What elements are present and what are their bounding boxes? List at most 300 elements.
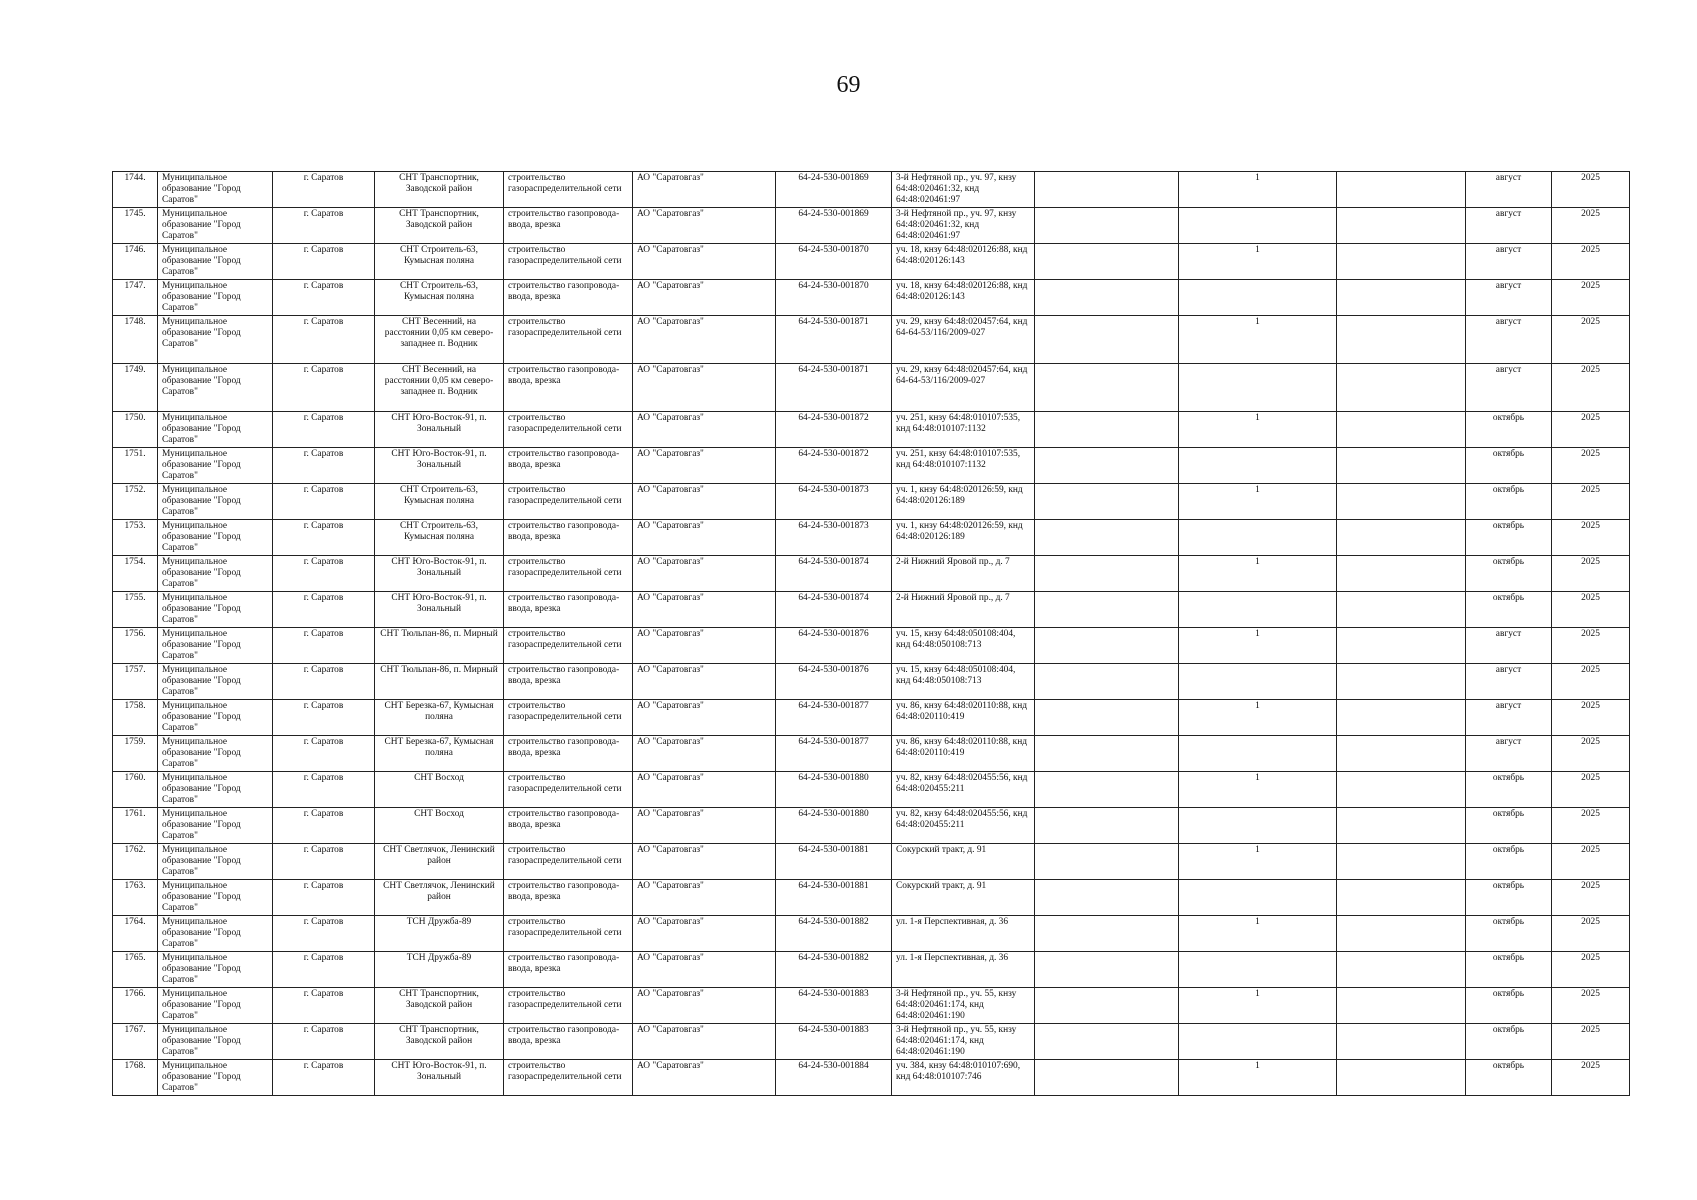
cell-object-code: 64-24-530-001883	[776, 1024, 892, 1060]
cell-empty	[1337, 916, 1466, 952]
cell-number: 1765.	[113, 952, 158, 988]
cell-municipality: Муниципальное образование "Город Саратов"	[158, 916, 273, 952]
cell-empty	[1337, 412, 1466, 448]
cell-city: г. Саратов	[273, 316, 375, 364]
cell-municipality: Муниципальное образование "Город Саратов"	[158, 880, 273, 916]
cell-settlement: СНТ Юго-Восток-91, п. Зональный	[375, 592, 504, 628]
cell-number: 1747.	[113, 280, 158, 316]
cell-settlement: СНТ Весенний, на расстоянии 0,05 км северо-западнее п. Водник	[375, 316, 504, 364]
cell-city: г. Саратов	[273, 280, 375, 316]
cell-year: 2025	[1552, 1024, 1630, 1060]
cell-object-code: 64-24-530-001877	[776, 700, 892, 736]
cell-address: Сокурский тракт, д. 91	[892, 880, 1035, 916]
cell-city: г. Саратов	[273, 880, 375, 916]
cell-organization: АО "Саратовгаз"	[633, 808, 776, 844]
cell-organization: АО "Саратовгаз"	[633, 280, 776, 316]
cell-quantity: 1	[1179, 412, 1337, 448]
cell-empty	[1035, 916, 1179, 952]
cell-object-code: 64-24-530-001874	[776, 556, 892, 592]
cell-quantity: 1	[1179, 244, 1337, 280]
cell-number: 1750.	[113, 412, 158, 448]
cell-organization: АО "Саратовгаз"	[633, 844, 776, 880]
cell-empty	[1035, 736, 1179, 772]
cell-month: октябрь	[1466, 844, 1552, 880]
cell-municipality: Муниципальное образование "Город Саратов"	[158, 244, 273, 280]
cell-settlement: СНТ Березка-67, Кумысная поляна	[375, 700, 504, 736]
cell-month: октябрь	[1466, 412, 1552, 448]
cell-work-type: строительство газораспределительной сети	[504, 1060, 633, 1096]
table-row	[113, 172, 1630, 208]
cell-municipality: Муниципальное образование "Город Саратов"	[158, 172, 273, 208]
cell-year: 2025	[1552, 628, 1630, 664]
cell-month: август	[1466, 700, 1552, 736]
table-row	[113, 316, 1630, 364]
cell-address: 3-й Нефтяной пр., уч. 55, кнзу 64:48:020461:174, кнд 64:48:020461:190	[892, 1024, 1035, 1060]
table-row	[113, 244, 1630, 280]
cell-month: октябрь	[1466, 808, 1552, 844]
cell-municipality: Муниципальное образование "Город Саратов"	[158, 448, 273, 484]
cell-empty	[1337, 1024, 1466, 1060]
cell-municipality: Муниципальное образование "Город Саратов"	[158, 952, 273, 988]
cell-empty	[1337, 664, 1466, 700]
cell-work-type: строительство газораспределительной сети	[504, 988, 633, 1024]
cell-empty	[1035, 172, 1179, 208]
table-row	[113, 844, 1630, 880]
cell-number: 1762.	[113, 844, 158, 880]
cell-address: 3-й Нефтяной пр., уч. 97, кнзу 64:48:020461:32, кнд 64:48:020461:97	[892, 172, 1035, 208]
cell-settlement: СНТ Транспортник, Заводской район	[375, 172, 504, 208]
cell-empty	[1035, 1024, 1179, 1060]
cell-empty	[1035, 364, 1179, 412]
cell-municipality: Муниципальное образование "Город Саратов"	[158, 1060, 273, 1096]
cell-empty	[1035, 244, 1179, 280]
cell-empty	[1035, 208, 1179, 244]
cell-organization: АО "Саратовгаз"	[633, 316, 776, 364]
table-row	[113, 664, 1630, 700]
cell-month: август	[1466, 736, 1552, 772]
cell-address: уч. 29, кнзу 64:48:020457:64, кнд 64-64-53/116/2009-027	[892, 316, 1035, 364]
cell-object-code: 64-24-530-001869	[776, 208, 892, 244]
table-row	[113, 280, 1630, 316]
cell-address: уч. 1, кнзу 64:48:020126:59, кнд 64:48:020126:189	[892, 520, 1035, 556]
cell-municipality: Муниципальное образование "Город Саратов"	[158, 280, 273, 316]
cell-empty	[1035, 628, 1179, 664]
cell-empty	[1035, 316, 1179, 364]
cell-year: 2025	[1552, 844, 1630, 880]
cell-municipality: Муниципальное образование "Город Саратов"	[158, 556, 273, 592]
cell-object-code: 64-24-530-001876	[776, 664, 892, 700]
cell-empty	[1337, 484, 1466, 520]
cell-year: 2025	[1552, 772, 1630, 808]
cell-organization: АО "Саратовгаз"	[633, 1060, 776, 1096]
cell-month: октябрь	[1466, 772, 1552, 808]
cell-year: 2025	[1552, 808, 1630, 844]
table-row	[113, 880, 1630, 916]
table-row	[113, 736, 1630, 772]
cell-month: август	[1466, 244, 1552, 280]
cell-quantity	[1179, 1024, 1337, 1060]
cell-quantity: 1	[1179, 628, 1337, 664]
cell-municipality: Муниципальное образование "Город Саратов"	[158, 664, 273, 700]
cell-empty	[1337, 172, 1466, 208]
cell-work-type: строительство газораспределительной сети	[504, 700, 633, 736]
cell-city: г. Саратов	[273, 664, 375, 700]
cell-work-type: строительство газораспределительной сети	[504, 316, 633, 364]
cell-address: уч. 15, кнзу 64:48:050108:404, кнд 64:48:050108:713	[892, 664, 1035, 700]
cell-empty	[1337, 244, 1466, 280]
cell-year: 2025	[1552, 592, 1630, 628]
cell-object-code: 64-24-530-001871	[776, 364, 892, 412]
cell-month: октябрь	[1466, 592, 1552, 628]
cell-object-code: 64-24-530-001874	[776, 592, 892, 628]
cell-quantity: 1	[1179, 700, 1337, 736]
cell-number: 1761.	[113, 808, 158, 844]
cell-empty	[1337, 592, 1466, 628]
cell-address: уч. 18, кнзу 64:48:020126:88, кнд 64:48:020126:143	[892, 244, 1035, 280]
cell-month: август	[1466, 628, 1552, 664]
cell-empty	[1035, 592, 1179, 628]
cell-city: г. Саратов	[273, 208, 375, 244]
cell-settlement: СНТ Транспортник, Заводской район	[375, 1024, 504, 1060]
cell-organization: АО "Саратовгаз"	[633, 484, 776, 520]
cell-organization: АО "Саратовгаз"	[633, 244, 776, 280]
cell-empty	[1337, 1060, 1466, 1096]
cell-object-code: 64-24-530-001877	[776, 736, 892, 772]
cell-number: 1768.	[113, 1060, 158, 1096]
cell-number: 1756.	[113, 628, 158, 664]
cell-organization: АО "Саратовгаз"	[633, 988, 776, 1024]
cell-organization: АО "Саратовгаз"	[633, 448, 776, 484]
cell-settlement: СНТ Березка-67, Кумысная поляна	[375, 736, 504, 772]
table-row	[113, 700, 1630, 736]
cell-month: октябрь	[1466, 520, 1552, 556]
cell-settlement: СНТ Строитель-63, Кумысная поляна	[375, 244, 504, 280]
cell-municipality: Муниципальное образование "Город Саратов"	[158, 700, 273, 736]
cell-quantity	[1179, 208, 1337, 244]
cell-month: август	[1466, 364, 1552, 412]
cell-year: 2025	[1552, 664, 1630, 700]
cell-organization: АО "Саратовгаз"	[633, 592, 776, 628]
table-row	[113, 556, 1630, 592]
cell-city: г. Саратов	[273, 988, 375, 1024]
cell-year: 2025	[1552, 1060, 1630, 1096]
cell-address: ул. 1-я Перспективная, д. 36	[892, 916, 1035, 952]
cell-quantity	[1179, 808, 1337, 844]
cell-work-type: строительство газопровода-ввода, врезка	[504, 592, 633, 628]
cell-address: уч. 86, кнзу 64:48:020110:88, кнд 64:48:020110:419	[892, 700, 1035, 736]
cell-quantity: 1	[1179, 988, 1337, 1024]
cell-quantity	[1179, 952, 1337, 988]
cell-quantity: 1	[1179, 1060, 1337, 1096]
cell-month: август	[1466, 208, 1552, 244]
cell-municipality: Муниципальное образование "Город Саратов"	[158, 736, 273, 772]
table-row	[113, 448, 1630, 484]
cell-empty	[1035, 808, 1179, 844]
cell-city: г. Саратов	[273, 1024, 375, 1060]
cell-city: г. Саратов	[273, 172, 375, 208]
cell-empty	[1337, 280, 1466, 316]
cell-number: 1746.	[113, 244, 158, 280]
cell-month: октябрь	[1466, 1024, 1552, 1060]
cell-object-code: 64-24-530-001872	[776, 412, 892, 448]
cell-empty	[1337, 556, 1466, 592]
cell-work-type: строительство газораспределительной сети	[504, 556, 633, 592]
cell-empty	[1337, 316, 1466, 364]
cell-object-code: 64-24-530-001870	[776, 280, 892, 316]
cell-quantity: 1	[1179, 316, 1337, 364]
cell-number: 1754.	[113, 556, 158, 592]
cell-year: 2025	[1552, 244, 1630, 280]
cell-number: 1755.	[113, 592, 158, 628]
cell-empty	[1035, 952, 1179, 988]
cell-number: 1766.	[113, 988, 158, 1024]
cell-city: г. Саратов	[273, 736, 375, 772]
cell-city: г. Саратов	[273, 244, 375, 280]
cell-settlement: СНТ Юго-Восток-91, п. Зональный	[375, 556, 504, 592]
cell-organization: АО "Саратовгаз"	[633, 628, 776, 664]
cell-quantity	[1179, 736, 1337, 772]
cell-quantity	[1179, 880, 1337, 916]
cell-object-code: 64-24-530-001873	[776, 484, 892, 520]
cell-object-code: 64-24-530-001882	[776, 916, 892, 952]
cell-number: 1749.	[113, 364, 158, 412]
cell-municipality: Муниципальное образование "Город Саратов"	[158, 1024, 273, 1060]
cell-organization: АО "Саратовгаз"	[633, 412, 776, 448]
cell-quantity	[1179, 592, 1337, 628]
cell-settlement: СНТ Светлячок, Ленинский район	[375, 880, 504, 916]
cell-number: 1753.	[113, 520, 158, 556]
cell-number: 1764.	[113, 916, 158, 952]
cell-quantity	[1179, 664, 1337, 700]
cell-empty	[1035, 412, 1179, 448]
table-row	[113, 520, 1630, 556]
cell-empty	[1337, 988, 1466, 1024]
cell-empty	[1337, 208, 1466, 244]
cell-settlement: СНТ Тюльпан-86, п. Мирный	[375, 628, 504, 664]
cell-address: 2-й Нижний Яровой пр., д. 7	[892, 556, 1035, 592]
cell-settlement: ТСН Дружба-89	[375, 952, 504, 988]
cell-municipality: Муниципальное образование "Город Саратов"	[158, 628, 273, 664]
cell-work-type: строительство газопровода-ввода, врезка	[504, 448, 633, 484]
cell-year: 2025	[1552, 208, 1630, 244]
table-row	[113, 808, 1630, 844]
cell-year: 2025	[1552, 736, 1630, 772]
cell-city: г. Саратов	[273, 772, 375, 808]
table-row	[113, 1024, 1630, 1060]
cell-organization: АО "Саратовгаз"	[633, 772, 776, 808]
cell-organization: АО "Саратовгаз"	[633, 916, 776, 952]
cell-settlement: СНТ Строитель-63, Кумысная поляна	[375, 484, 504, 520]
cell-number: 1757.	[113, 664, 158, 700]
cell-organization: АО "Саратовгаз"	[633, 364, 776, 412]
cell-object-code: 64-24-530-001880	[776, 772, 892, 808]
cell-empty	[1035, 844, 1179, 880]
cell-object-code: 64-24-530-001872	[776, 448, 892, 484]
cell-settlement: СНТ Юго-Восток-91, п. Зональный	[375, 1060, 504, 1096]
cell-address: Сокурский тракт, д. 91	[892, 844, 1035, 880]
registry-table	[112, 171, 1630, 1096]
cell-object-code: 64-24-530-001884	[776, 1060, 892, 1096]
table-row	[113, 592, 1630, 628]
cell-municipality: Муниципальное образование "Город Саратов"	[158, 208, 273, 244]
cell-empty	[1035, 664, 1179, 700]
cell-work-type: строительство газораспределительной сети	[504, 772, 633, 808]
cell-number: 1760.	[113, 772, 158, 808]
cell-number: 1759.	[113, 736, 158, 772]
cell-month: октябрь	[1466, 880, 1552, 916]
cell-municipality: Муниципальное образование "Город Саратов"	[158, 364, 273, 412]
cell-settlement: СНТ Тюльпан-86, п. Мирный	[375, 664, 504, 700]
cell-year: 2025	[1552, 988, 1630, 1024]
cell-organization: АО "Саратовгаз"	[633, 736, 776, 772]
cell-empty	[1337, 736, 1466, 772]
cell-quantity	[1179, 448, 1337, 484]
cell-empty	[1337, 700, 1466, 736]
cell-month: октябрь	[1466, 448, 1552, 484]
cell-city: г. Саратов	[273, 484, 375, 520]
cell-empty	[1337, 520, 1466, 556]
cell-empty	[1337, 952, 1466, 988]
cell-city: г. Саратов	[273, 808, 375, 844]
cell-address: 3-й Нефтяной пр., уч. 55, кнзу 64:48:020461:174, кнд 64:48:020461:190	[892, 988, 1035, 1024]
cell-empty	[1337, 808, 1466, 844]
cell-city: г. Саратов	[273, 952, 375, 988]
cell-address: 2-й Нижний Яровой пр., д. 7	[892, 592, 1035, 628]
cell-quantity: 1	[1179, 172, 1337, 208]
cell-work-type: строительство газораспределительной сети	[504, 916, 633, 952]
cell-empty	[1337, 448, 1466, 484]
cell-work-type: строительство газораспределительной сети	[504, 172, 633, 208]
cell-municipality: Муниципальное образование "Город Саратов"	[158, 316, 273, 364]
cell-object-code: 64-24-530-001881	[776, 880, 892, 916]
cell-city: г. Саратов	[273, 1060, 375, 1096]
cell-empty	[1035, 1060, 1179, 1096]
cell-year: 2025	[1552, 520, 1630, 556]
cell-work-type: строительство газораспределительной сети	[504, 844, 633, 880]
cell-work-type: строительство газопровода-ввода, врезка	[504, 880, 633, 916]
cell-quantity	[1179, 520, 1337, 556]
cell-settlement: СНТ Восход	[375, 772, 504, 808]
cell-settlement: СНТ Весенний, на расстоянии 0,05 км северо-западнее п. Водник	[375, 364, 504, 412]
cell-organization: АО "Саратовгаз"	[633, 664, 776, 700]
cell-quantity: 1	[1179, 556, 1337, 592]
cell-city: г. Саратов	[273, 628, 375, 664]
cell-empty	[1337, 844, 1466, 880]
table-row	[113, 484, 1630, 520]
table-row	[113, 208, 1630, 244]
cell-object-code: 64-24-530-001873	[776, 520, 892, 556]
cell-work-type: строительство газораспределительной сети	[504, 628, 633, 664]
cell-settlement: СНТ Светлячок, Ленинский район	[375, 844, 504, 880]
cell-address: уч. 384, кнзу 64:48:010107:690, кнд 64:48:010107:746	[892, 1060, 1035, 1096]
cell-number: 1752.	[113, 484, 158, 520]
table-row	[113, 916, 1630, 952]
cell-municipality: Муниципальное образование "Город Саратов"	[158, 484, 273, 520]
cell-month: август	[1466, 172, 1552, 208]
cell-work-type: строительство газораспределительной сети	[504, 484, 633, 520]
cell-address: уч. 29, кнзу 64:48:020457:64, кнд 64-64-53/116/2009-027	[892, 364, 1035, 412]
cell-work-type: строительство газораспределительной сети	[504, 244, 633, 280]
cell-year: 2025	[1552, 700, 1630, 736]
cell-object-code: 64-24-530-001876	[776, 628, 892, 664]
cell-number: 1767.	[113, 1024, 158, 1060]
cell-empty	[1337, 772, 1466, 808]
cell-address: 3-й Нефтяной пр., уч. 97, кнзу 64:48:020461:32, кнд 64:48:020461:97	[892, 208, 1035, 244]
cell-month: октябрь	[1466, 952, 1552, 988]
cell-address: уч. 1, кнзу 64:48:020126:59, кнд 64:48:020126:189	[892, 484, 1035, 520]
cell-city: г. Саратов	[273, 412, 375, 448]
cell-address: уч. 86, кнзу 64:48:020110:88, кнд 64:48:020110:419	[892, 736, 1035, 772]
cell-month: октябрь	[1466, 916, 1552, 952]
cell-city: г. Саратов	[273, 520, 375, 556]
cell-organization: АО "Саратовгаз"	[633, 700, 776, 736]
table-row	[113, 1060, 1630, 1096]
cell-municipality: Муниципальное образование "Город Саратов"	[158, 772, 273, 808]
cell-empty	[1035, 700, 1179, 736]
cell-address: уч. 251, кнзу 64:48:010107:535, кнд 64:48:010107:1132	[892, 448, 1035, 484]
cell-city: г. Саратов	[273, 916, 375, 952]
cell-empty	[1035, 484, 1179, 520]
cell-number: 1744.	[113, 172, 158, 208]
cell-month: октябрь	[1466, 556, 1552, 592]
cell-municipality: Муниципальное образование "Город Саратов"	[158, 412, 273, 448]
cell-city: г. Саратов	[273, 556, 375, 592]
cell-settlement: СНТ Юго-Восток-91, п. Зональный	[375, 412, 504, 448]
table-row	[113, 952, 1630, 988]
cell-empty	[1337, 364, 1466, 412]
cell-settlement: СНТ Восход	[375, 808, 504, 844]
cell-organization: АО "Саратовгаз"	[633, 520, 776, 556]
cell-empty	[1035, 772, 1179, 808]
cell-quantity: 1	[1179, 484, 1337, 520]
cell-object-code: 64-24-530-001869	[776, 172, 892, 208]
cell-number: 1745.	[113, 208, 158, 244]
cell-year: 2025	[1552, 412, 1630, 448]
cell-settlement: СНТ Транспортник, Заводской район	[375, 988, 504, 1024]
cell-empty	[1035, 520, 1179, 556]
cell-address: уч. 251, кнзу 64:48:010107:535, кнд 64:48:010107:1132	[892, 412, 1035, 448]
cell-empty	[1035, 280, 1179, 316]
cell-object-code: 64-24-530-001882	[776, 952, 892, 988]
cell-month: октябрь	[1466, 1060, 1552, 1096]
cell-address: ул. 1-я Перспективная, д. 36	[892, 952, 1035, 988]
table-row	[113, 628, 1630, 664]
cell-empty	[1337, 880, 1466, 916]
cell-address: уч. 82, кнзу 64:48:020455:56, кнд 64:48:020455:211	[892, 772, 1035, 808]
cell-month: август	[1466, 280, 1552, 316]
cell-organization: АО "Саратовгаз"	[633, 880, 776, 916]
cell-object-code: 64-24-530-001871	[776, 316, 892, 364]
cell-settlement: СНТ Строитель-63, Кумысная поляна	[375, 520, 504, 556]
cell-month: октябрь	[1466, 988, 1552, 1024]
cell-address: уч. 15, кнзу 64:48:050108:404, кнд 64:48:050108:713	[892, 628, 1035, 664]
cell-city: г. Саратов	[273, 364, 375, 412]
cell-settlement: СНТ Юго-Восток-91, п. Зональный	[375, 448, 504, 484]
table-body	[113, 172, 1630, 1096]
cell-municipality: Муниципальное образование "Город Саратов"	[158, 844, 273, 880]
cell-municipality: Муниципальное образование "Город Саратов"	[158, 988, 273, 1024]
cell-object-code: 64-24-530-001881	[776, 844, 892, 880]
cell-work-type: строительство газораспределительной сети	[504, 412, 633, 448]
cell-number: 1751.	[113, 448, 158, 484]
cell-year: 2025	[1552, 952, 1630, 988]
cell-settlement: СНТ Строитель-63, Кумысная поляна	[375, 280, 504, 316]
cell-month: октябрь	[1466, 484, 1552, 520]
cell-year: 2025	[1552, 316, 1630, 364]
table-row	[113, 364, 1630, 412]
cell-number: 1758.	[113, 700, 158, 736]
cell-organization: АО "Саратовгаз"	[633, 1024, 776, 1060]
